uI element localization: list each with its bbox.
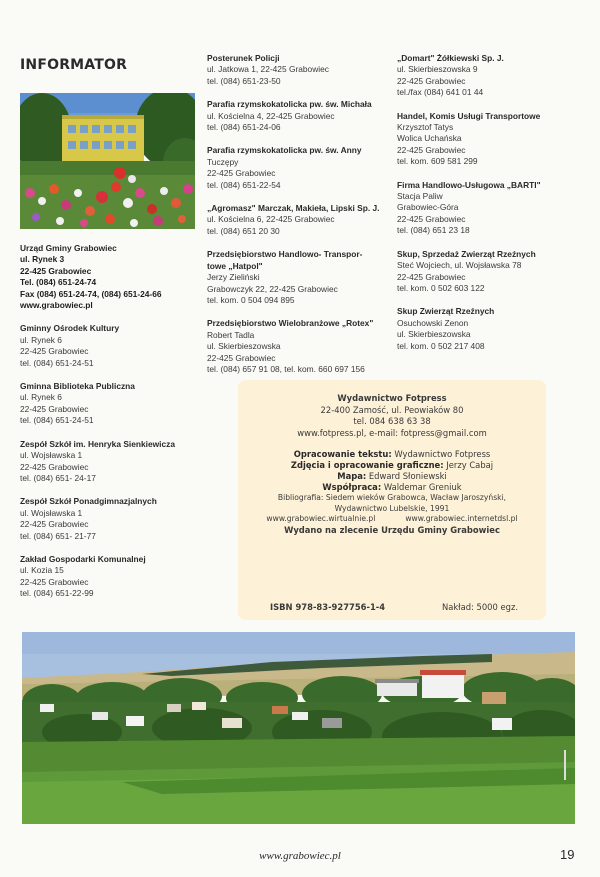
- credit-line: [238, 460, 546, 471]
- publisher-block: [238, 380, 546, 439]
- entry-line: tel. (084) 651-22-99: [20, 588, 94, 599]
- entry-line: ul. Jatkowa 1, 22-425 Grabowiec: [207, 64, 329, 75]
- village-panorama-photo: [22, 632, 575, 824]
- directory-entry: [20, 554, 200, 600]
- entry-line: 22-425 Grabowiec: [397, 213, 466, 224]
- directory-entry: [397, 306, 587, 352]
- credit-value: Edward Słoniewski: [366, 471, 447, 482]
- entry-line: ul. Skierbieszowska: [397, 329, 471, 340]
- entry-line: 22-425 Grabowiec: [20, 265, 92, 276]
- credit-line: [238, 482, 546, 493]
- directory-entry: [207, 53, 389, 87]
- entry-line: Tel. (084) 651-24-74: [20, 277, 97, 288]
- entry-line: Osuchowski Zenon: [397, 317, 469, 328]
- bibliography-links: [238, 514, 546, 525]
- credit-label: Współpraca:: [322, 482, 382, 493]
- entry-line: Stacja Paliw: [397, 191, 443, 202]
- credit-line: [238, 471, 546, 482]
- entry-line: Steć Wojciech, ul. Wojsławska 78: [397, 260, 522, 271]
- credit-value: Waldemar Greniuk: [381, 482, 462, 493]
- entry-name: Firma Handlowo-Usługowa „BARTI": [397, 179, 541, 190]
- directory-column-3: [397, 53, 587, 364]
- entry-line: Krzysztof Tatys: [397, 122, 454, 133]
- directory-column-2: [207, 53, 389, 387]
- entry-line: tel. kom. 0 502 217 408: [397, 340, 485, 351]
- entry-line: Robert Tadla: [207, 329, 255, 340]
- entry-line: ul. Wojsławska 1: [20, 450, 83, 461]
- entry-name: „Domart" Żółkiewski Sp. J.: [397, 53, 504, 63]
- entry-line: 22-425 Grabowiec: [397, 144, 466, 155]
- credit-label: Mapa:: [337, 471, 367, 482]
- page-number: 19: [560, 847, 575, 862]
- bibliography-link[interactable]: www.grabowiec.internetdsl.pl: [405, 514, 518, 524]
- bibliography-line: Wydawnictwo Lubelskie, 1991: [334, 503, 450, 513]
- entry-name: Handel, Komis Usługi Transportowe: [397, 110, 541, 121]
- building-photo: [20, 93, 195, 229]
- directory-entry: [397, 249, 587, 295]
- entry-line: 22-425 Grabowiec: [20, 403, 89, 414]
- entry-line: ul. Kościelna 6, 22-425 Grabowiec: [207, 214, 335, 225]
- entry-name: „Agromasz" Marczak, Makieła, Lipski Sp. J.: [207, 203, 380, 214]
- entry-line: tel. (084) 651-24-51: [20, 357, 94, 368]
- footer-website[interactable]: www.grabowiec.pl: [259, 850, 341, 862]
- village-panorama-image: [22, 632, 575, 824]
- entry-line: ul. Skierbieszowska 9: [397, 64, 478, 75]
- directory-entry: [397, 180, 587, 237]
- entry-line: 22-425 Grabowiec: [20, 576, 89, 587]
- credit-label: Opracowanie tekstu:: [293, 449, 392, 460]
- entry-name: Zakład Gospodarki Komunalnej: [20, 553, 146, 564]
- building-photo-image: [20, 93, 195, 229]
- entry-line: Grabowiec-Góra: [397, 202, 459, 213]
- entry-name: Posterunek Policji: [207, 53, 280, 63]
- entry-line: ul. Rynek 6: [20, 334, 62, 345]
- website-link[interactable]: www.grabowiec.pl: [20, 300, 93, 311]
- entry-name: Parafia rzymskokatolicka pw. św. Michała: [207, 99, 372, 110]
- entry-line: tel. (084) 651-22-54: [207, 179, 281, 190]
- publisher-phone: tel. 084 638 63 38: [353, 416, 431, 427]
- directory-entry: [20, 496, 200, 542]
- entry-line: tel. (084) 651 23 18: [397, 225, 470, 236]
- publisher-contact-link[interactable]: www.fotpress.pl, e-mail: fotpress@gmail.com: [297, 427, 487, 438]
- entry-line: ul. Rynek 3: [20, 254, 65, 265]
- entry-name: Urząd Gminy Grabowiec: [20, 243, 117, 253]
- credit-line: [238, 449, 546, 460]
- entry-line: Grabowczyk 22, 22-425 Grabowiec: [207, 283, 338, 294]
- entry-name: Gminny Ośrodek Kultury: [20, 323, 120, 334]
- credit-label: Zdjęcia i opracowanie graficzne:: [290, 460, 444, 471]
- directory-entry: [207, 99, 389, 133]
- directory-entry: [397, 111, 587, 168]
- entry-line: 22-425 Grabowiec: [20, 346, 89, 357]
- credit-value: Jerzy Cabaj: [443, 460, 494, 471]
- entry-name-continued: towe „Hatpol": [207, 260, 263, 271]
- print-run: Nakład: 5000 egz.: [441, 602, 518, 612]
- directory-entry: [207, 145, 389, 191]
- entry-line: ul. Rynek 6: [20, 392, 62, 403]
- entry-line: 22-425 Grabowiec: [207, 168, 276, 179]
- entry-name: Zespół Szkół Ponadgimnazjalnych: [20, 496, 157, 507]
- entry-line: tel. kom. 0 502 603 122: [397, 282, 485, 293]
- entry-line: ul. Skierbieszowska: [207, 341, 281, 352]
- entry-line: ul. Wojsławska 1: [20, 507, 83, 518]
- entry-line: tel. (084) 651 20 30: [207, 225, 280, 236]
- entry-line: Fax (084) 651-24-74, (084) 651-24-66: [20, 288, 162, 299]
- entry-name: Zespół Szkół im. Henryka Sienkiewicza: [20, 438, 175, 449]
- bibliography: [238, 493, 546, 525]
- isbn: ISBN 978-83-927756-1-4: [270, 602, 386, 612]
- entry-line: 22-425 Grabowiec: [397, 75, 466, 86]
- entry-name: Skup, Sprzedaż Zwierząt Rzeźnych: [397, 248, 536, 259]
- entry-line: ul. Kościelna 4, 22-425 Grabowiec: [207, 110, 335, 121]
- entry-line: tel. (084) 651-24-51: [20, 415, 94, 426]
- isbn-row: [270, 602, 518, 612]
- directory-entry: [397, 53, 587, 99]
- entry-line: 22-425 Grabowiec: [20, 519, 89, 530]
- entry-name: Przedsiębiorstwo Wielobranżowe „Rotex": [207, 318, 374, 329]
- entry-line: tel. kom. 609 581 299: [397, 156, 478, 167]
- entry-line: tel. (084) 651- 21-77: [20, 530, 96, 541]
- entry-line: 22-425 Grabowiec: [397, 271, 466, 282]
- directory-entry: [20, 381, 200, 427]
- entry-line: tel. (084) 657 91 08, tel. kom. 660 697 156: [207, 363, 365, 374]
- entry-name: Skup Zwierząt Rzeźnych: [397, 306, 495, 317]
- directory-entry: [207, 203, 389, 237]
- entry-line: tel. (084) 651-23-50: [207, 75, 281, 86]
- entry-line: 22-425 Grabowiec: [20, 461, 89, 472]
- directory-column-1: [20, 243, 200, 612]
- entry-line: ul. Kozia 15: [20, 565, 64, 576]
- entry-line: 22-425 Grabowiec: [207, 352, 276, 363]
- entry-line: Jerzy Zieliński: [207, 272, 260, 283]
- entry-name: Przedsiębiorstwo Handlowo- Transpor-: [207, 249, 363, 260]
- directory-entry: [207, 249, 389, 306]
- colophon-box: [238, 380, 546, 620]
- directory-entry: [20, 243, 200, 311]
- entry-name: Gminna Biblioteka Publiczna: [20, 381, 135, 392]
- entry-line: tel. (084) 651-24-06: [207, 122, 281, 133]
- publisher-name: Wydawnictwo Fotpress: [337, 393, 447, 403]
- directory-entry: [207, 318, 389, 375]
- entry-line: tel./fax (084) 641 01 44: [397, 87, 484, 98]
- publisher-address: 22-400 Zamość, ul. Peowiaków 80: [320, 404, 464, 415]
- bibliography-line: Bibliografia: Siedem wieków Grabowca, Wacław Jaroszyński,: [277, 493, 507, 503]
- section-title: INFORMATOR: [20, 57, 128, 73]
- commissioned-note: Wydano na zlecenie Urzędu Gminy Grabowiec: [284, 524, 500, 535]
- directory-entry: [20, 439, 200, 485]
- directory-entry: [20, 323, 200, 369]
- entry-name: Parafia rzymskokatolicka pw. św. Anny: [207, 145, 362, 156]
- entry-line: Tuczępy: [207, 156, 239, 167]
- entry-line: tel. (084) 651- 24-17: [20, 472, 96, 483]
- bibliography-link[interactable]: www.grabowiec.wirtualnie.pl: [266, 514, 376, 524]
- entry-line: tel. kom. 0 504 094 895: [207, 294, 295, 305]
- credit-value: Wydawnictwo Fotpress: [391, 449, 491, 460]
- entry-line: Wolica Uchańska: [397, 133, 462, 144]
